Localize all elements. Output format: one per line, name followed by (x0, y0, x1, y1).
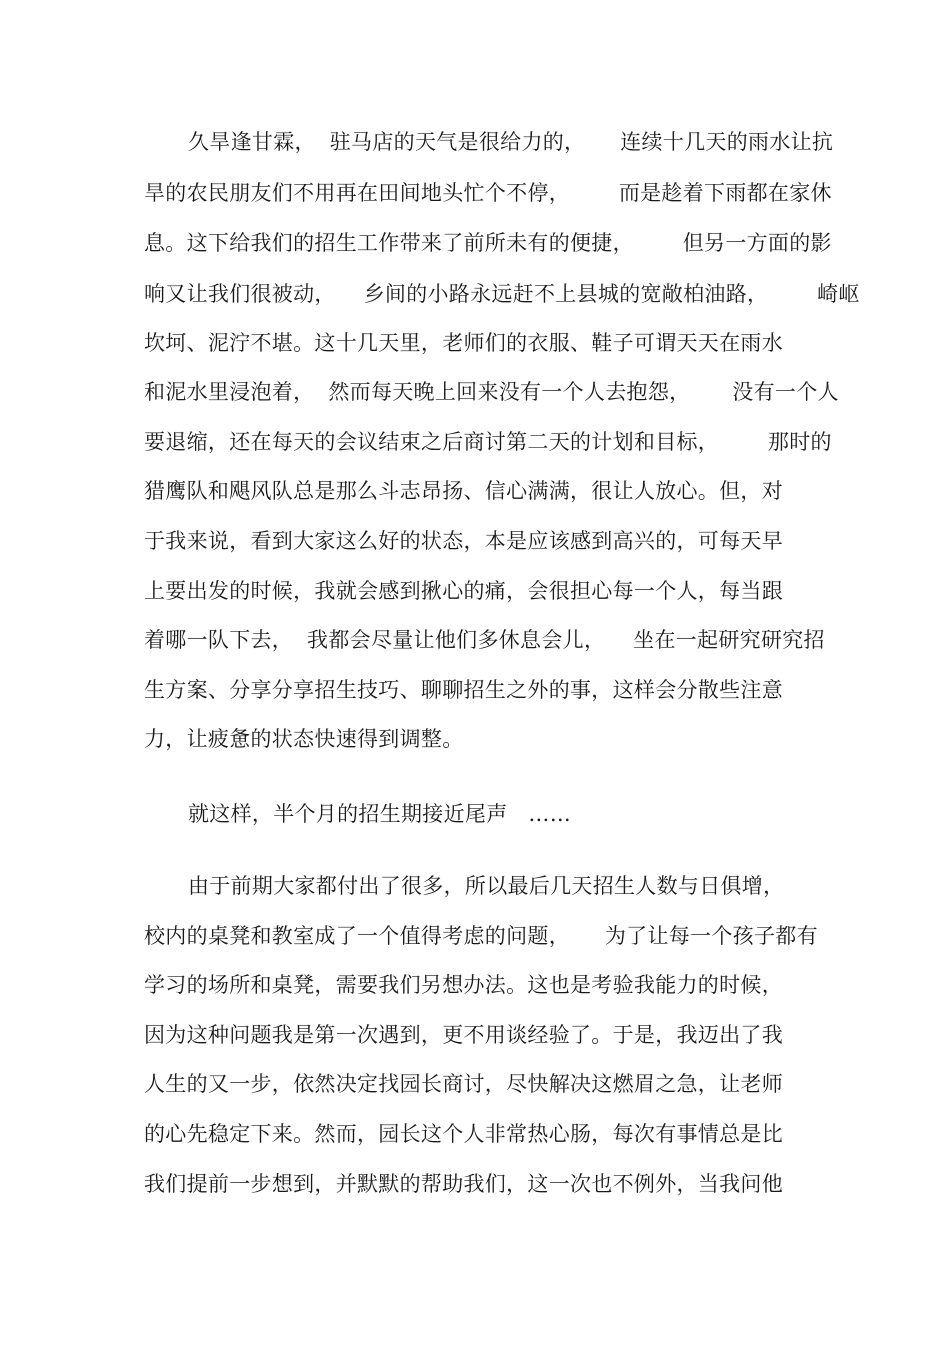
paragraph-1-line-12: 生方案、分享分享招生技巧、聊聊招生之外的事，这样会分散些注意 (144, 678, 783, 702)
paragraph-3-line-7: 我们提前一步想到，并默默的帮助我们，这一次也不例外，当我问他 (144, 1172, 783, 1196)
paragraph-1-line-9: 于我来说，看到大家这么好的状态，本是应该感到高兴的，可每天早 (144, 529, 783, 553)
paragraph-3-line-1: 由于前期大家都付出了很多，所以最后几天招生人数与日俱增， (188, 874, 785, 898)
paragraph-1-line-13: 力，让疲惫的状态快速得到调整。 (144, 727, 464, 751)
paragraph-1-line-8: 猎鹰队和飓风队总是那么斗志昂扬、信心满满，很让人放心。但，对 (144, 479, 783, 503)
paragraph-1-line-1: 久旱逢甘霖， 驻马店的天气是很给力的， 连续十几天的雨水让抗 (188, 130, 834, 154)
paragraph-3-line-3: 学习的场所和桌凳，需要我们另想办法。这也是考验我能力的时候， (144, 973, 783, 997)
paragraph-3-line-2: 校内的桌凳和教室成了一个值得考虑的问题， 为了让每一个孩子都有 (144, 924, 818, 948)
paragraph-1-line-5: 坎坷、泥泞不堪。这十几天里，老师们的衣服、鞋子可谓天天在雨水 (144, 331, 783, 355)
paragraph-1-line-6: 和泥水里浸泡着， 然而每天晚上回来没有一个人去抱怨， 没有一个人 (144, 380, 839, 404)
paragraph-1-line-11: 着哪一队下去， 我都会尽量让他们多休息会儿， 坐在一起研究研究招 (144, 628, 825, 652)
paragraph-3-line-6: 的心先稳定下来。然而，园长这个人非常热心肠，每次有事情总是比 (144, 1122, 783, 1146)
paragraph-1-line-4: 响又让我们很被动， 乡间的小路永远赶不上县城的宽敞柏油路， 崎岖 (144, 282, 860, 306)
paragraph-3-line-4: 因为这种问题我是第一次遇到，更不用谈经验了。于是，我迈出了我 (144, 1023, 783, 1047)
paragraph-3-line-5: 人生的又一步，依然决定找园长商讨，尽快解决这燃眉之急，让老师 (144, 1072, 783, 1096)
paragraph-1-line-2: 旱的农民朋友们不用再在田间地头忙个不停， 而是趁着下雨都在家休 (144, 181, 832, 205)
paragraph-2: 就这样，半个月的招生期接近尾声 …… (188, 802, 572, 826)
paragraph-1-line-7: 要退缩，还在每天的会议结束之后商讨第二天的计划和目标， 那时的 (144, 430, 832, 454)
paragraph-1-line-3: 息。这下给我们的招生工作带来了前所未有的便捷， 但另一方面的影 (144, 231, 832, 255)
paragraph-1-line-10: 上要出发的时候，我就会感到揪心的痛，会很担心每一个人，每当跟 (144, 579, 783, 603)
